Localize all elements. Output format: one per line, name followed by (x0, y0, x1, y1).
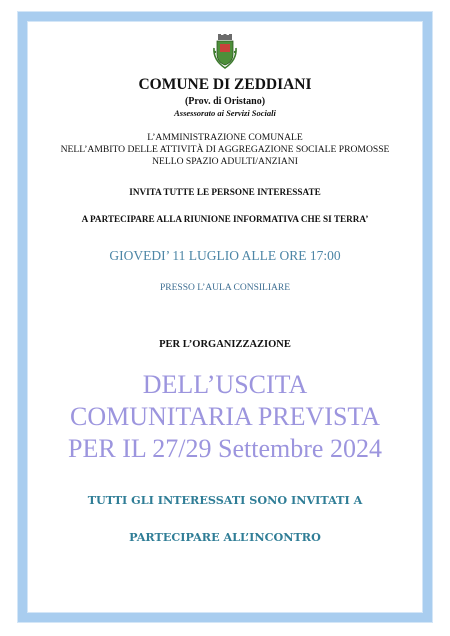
purpose-line-3: PER IL 27/29 Settembre 2024 (68, 434, 382, 463)
closing-line-1: TUTTI GLI INTERESSATI SONO INVITATI A (87, 493, 363, 507)
purpose-line-1: DELL’USCITA (142, 370, 308, 399)
purpose-line-2: COMUNITARIA PREVISTA (69, 402, 381, 431)
intro-line-1: L’AMMINISTRAZIONE COMUNALE (147, 132, 303, 143)
invite-line-2: A PARTECIPARE ALLA RIUNIONE INFORMATIVA CHE SI TERRA’ (81, 214, 369, 224)
intro-line-2: NELL’AMBITO DELLE ATTIVITÀ DI AGGREGAZIONE SOCIALE PROMOSSE (60, 144, 390, 155)
purpose-label: PER L’ORGANIZZAZIONE (159, 339, 291, 350)
event-date-time: GIOVEDI’ 11 LUGLIO ALLE ORE 17:00 (109, 248, 341, 263)
comune-title: COMUNE DI ZEDDIANI (138, 76, 312, 93)
event-location: PRESSO L’AULA CONSILIARE (159, 283, 291, 293)
province-subtitle: (Prov. di Oristano) (184, 96, 266, 107)
municipal-crest-icon (212, 34, 238, 70)
invite-line-1: INVITA TUTTE LE PERSONE INTERESSATE (129, 187, 321, 197)
closing-line-2: PARTECIPARE ALL’INCONTRO (129, 530, 321, 544)
intro-line-3: NELLO SPAZIO ADULTI/ANZIANI (152, 156, 298, 167)
department-subtitle: Assessorato ai Servizi Sociali (174, 108, 276, 118)
